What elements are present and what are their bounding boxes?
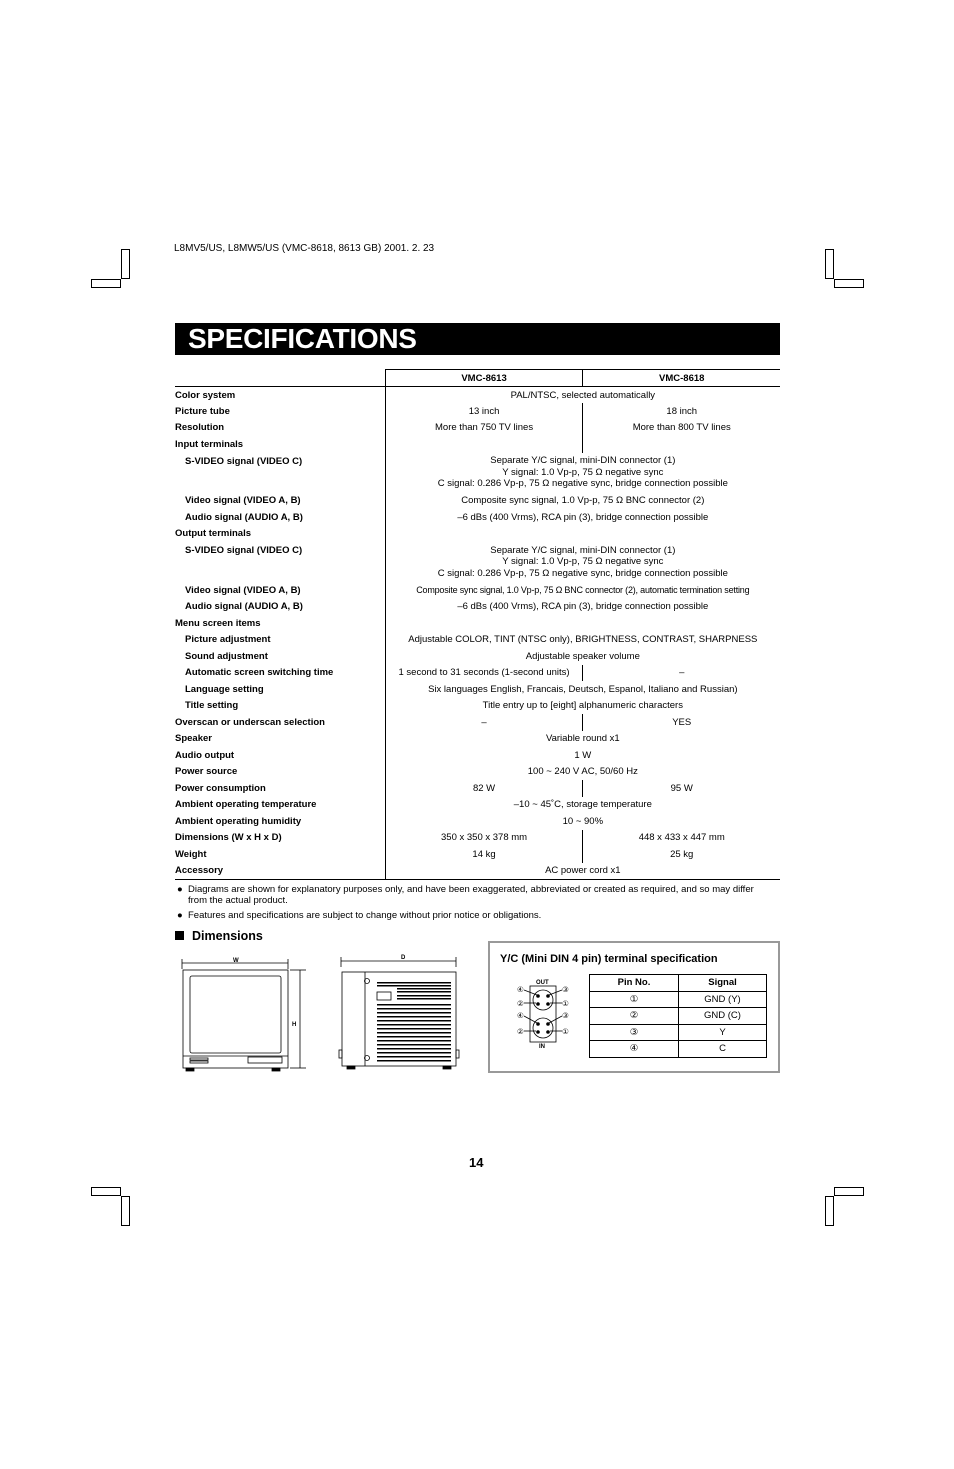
row-label: Accessory [175, 863, 385, 880]
row-value-vmc-8618: – [583, 665, 780, 682]
table-row [175, 830, 780, 847]
pin-callout: ③ [562, 1011, 569, 1020]
pin-callout: ① [562, 999, 569, 1008]
row-label: S-VIDEO signal (VIDEO C) [185, 545, 303, 556]
pin-number: ② [590, 1008, 679, 1025]
row-value: PAL/NTSC, selected automatically [385, 387, 780, 404]
pin-number: ① [590, 991, 679, 1008]
bullet-icon: ● [177, 884, 183, 895]
row-value: Composite sync signal, 1.0 Vp-p, 75 Ω BNC connector (2), automatic termination setting [385, 582, 780, 599]
pin-table-row [590, 1041, 767, 1058]
row-value-vmc-8618: 18 inch [583, 403, 780, 420]
table-header-row [175, 370, 780, 387]
depth-label: D [401, 955, 406, 961]
row-value: 1 W [385, 747, 780, 764]
row-label: Title setting [185, 700, 239, 712]
pin-table-row [590, 991, 767, 1008]
row-label: Input terminals [175, 438, 244, 450]
pin-callout: ② [517, 999, 524, 1008]
row-value-vmc-8613: 82 W [385, 780, 583, 797]
row-value-empty [385, 615, 780, 632]
specifications-table [175, 369, 780, 880]
table-row [175, 714, 780, 731]
page-title-bar [175, 323, 780, 355]
table-row [175, 453, 780, 493]
value-line: Separate Y/C signal, mini-DIN connector (1) [490, 544, 676, 556]
row-value: –6 dBs (400 Vrms), RCA pin (3), bridge connection possible [385, 599, 780, 616]
table-row [175, 813, 780, 830]
pin-table-row [590, 1024, 767, 1041]
row-value: Adjustable speaker volume [385, 648, 780, 665]
connector-panel [530, 986, 556, 1042]
table-row [175, 665, 780, 682]
note-item [175, 910, 775, 921]
header-empty-cell [175, 370, 385, 387]
table-row [175, 420, 780, 437]
row-label: Sound adjustment [185, 650, 268, 662]
row-label: Audio output [175, 749, 235, 761]
row-label: Resolution [175, 422, 225, 434]
table-row [175, 797, 780, 814]
row-value-vmc-8618: 448 x 433 x 447 mm [583, 830, 780, 847]
note-text: Features and specifications are subject to change without prior notice or obligations. [188, 910, 542, 921]
row-value-vmc-8613: 14 kg [385, 846, 583, 863]
value-line: C signal: 0.286 Vp-p, 75 Ω negative sync, bridge connection possible [437, 567, 728, 579]
row-value [385, 542, 780, 582]
pin-signal: C [679, 1041, 767, 1058]
row-label: Audio signal (AUDIO A, B) [185, 601, 303, 613]
row-value-vmc-8613: 350 x 350 x 378 mm [385, 830, 583, 847]
pin-signal-table [589, 974, 767, 1058]
row-value: –10 ~ 45˚C, storage temperature [385, 797, 780, 814]
pin-callout: ② [517, 1027, 524, 1036]
table-row [175, 648, 780, 665]
row-label: Speaker [175, 733, 212, 745]
row-label: Power source [175, 766, 238, 778]
column-header-vmc-8618: VMC-8618 [583, 370, 780, 387]
table-row [175, 599, 780, 616]
row-label: Video signal (VIDEO A, B) [185, 495, 301, 507]
row-label: Picture tube [175, 405, 230, 417]
row-value-empty [385, 526, 780, 543]
row-value: Variable round x1 [385, 731, 780, 748]
row-value: Six languages English, Francais, Deutsch, Espanol, Italiano and Russian) [385, 681, 780, 698]
out-connector [533, 990, 553, 1010]
pin-callout: ④ [517, 1011, 524, 1020]
yc-terminal-spec-title: Y/C (Mini DIN 4 pin) terminal specification [500, 953, 718, 965]
table-row [175, 731, 780, 748]
table-row [175, 698, 780, 715]
signal-header: Signal [679, 975, 767, 992]
table-row [175, 542, 780, 582]
vent-slots [377, 982, 451, 1062]
in-connector [533, 1018, 553, 1038]
row-value-vmc-8618: YES [583, 714, 780, 731]
table-row [175, 764, 780, 781]
table-row [175, 526, 780, 543]
table-row [175, 582, 780, 599]
row-value-empty [385, 436, 583, 453]
row-label: Ambient operating humidity [175, 815, 302, 827]
table-row [175, 780, 780, 797]
table-row [175, 493, 780, 510]
row-value: 100 ~ 240 V AC, 50/60 Hz [385, 764, 780, 781]
pin-signal: GND (Y) [679, 991, 767, 1008]
pin-table-row [590, 1008, 767, 1025]
dimensions-heading-text: Dimensions [192, 929, 263, 943]
monitor-screen [190, 976, 281, 1053]
row-value-vmc-8613: – [385, 714, 583, 731]
pin-number-header: Pin No. [590, 975, 679, 992]
note-text: Diagrams are shown for explanatory purposes only, and have been exaggerated, abbreviated or created as required, and so may differ from the actual product. [188, 884, 754, 906]
row-value: 10 ~ 90% [385, 813, 780, 830]
square-bullet-icon [175, 931, 184, 940]
pin-signal: Y [679, 1024, 767, 1041]
monitor-side-view-diagram [335, 950, 465, 1076]
pin-table-header-row [590, 975, 767, 992]
row-value-vmc-8618: More than 800 TV lines [583, 420, 780, 437]
row-value: Title entry up to [eight] alphanumeric characters [385, 698, 780, 715]
row-value-vmc-8613: 1 second to 31 seconds (1-second units) [385, 665, 583, 682]
pin-callout: ① [562, 1027, 569, 1036]
row-value: Composite sync signal, 1.0 Vp-p, 75 Ω BNC connector (2) [385, 493, 780, 510]
out-label: OUT [536, 980, 549, 986]
row-label: Language setting [185, 683, 264, 695]
pin-callout: ③ [562, 985, 569, 994]
value-line: Y signal: 1.0 Vp-p, 75 Ω negative sync [502, 556, 664, 568]
height-label: H [292, 1022, 297, 1028]
table-row [175, 615, 780, 632]
value-line: Y signal: 1.0 Vp-p, 75 Ω negative sync [502, 466, 664, 478]
row-value: AC power cord x1 [385, 863, 780, 880]
row-label: Color system [175, 389, 236, 401]
row-label: Menu screen items [175, 617, 261, 629]
row-value-vmc-8613: 13 inch [385, 403, 583, 420]
dimensions-heading [175, 929, 263, 943]
row-label: Video signal (VIDEO A, B) [185, 584, 301, 596]
pin-number: ④ [590, 1041, 679, 1058]
row-label: Ambient operating temperature [175, 799, 317, 811]
row-label: Power consumption [175, 782, 266, 794]
table-row [175, 846, 780, 863]
notes-list [175, 884, 775, 925]
row-value: –6 dBs (400 Vrms), RCA pin (3), bridge connection possible [385, 509, 780, 526]
width-label: W [233, 958, 239, 964]
table-row [175, 863, 780, 880]
mini-din-connector-diagram [512, 976, 578, 1050]
table-row [175, 747, 780, 764]
table-row [175, 436, 780, 453]
value-line: Separate Y/C signal, mini-DIN connector (1) [490, 455, 676, 467]
row-value: Adjustable COLOR, TINT (NTSC only), BRIGHTNESS, CONTRAST, SHARPNESS [385, 632, 780, 649]
row-label: Audio signal (AUDIO A, B) [185, 511, 303, 523]
row-label: Automatic screen switching time [185, 667, 334, 679]
row-label: Output terminals [175, 528, 252, 540]
row-value-vmc-8618: 25 kg [583, 846, 780, 863]
page-title: SPECIFICATIONS [188, 323, 417, 354]
value-line: C signal: 0.286 Vp-p, 75 Ω negative sync, bridge connection possible [437, 478, 728, 490]
row-value-vmc-8618: 95 W [583, 780, 780, 797]
page-number: 14 [469, 1155, 484, 1170]
table-row [175, 509, 780, 526]
bullet-icon: ● [177, 910, 183, 921]
column-header-vmc-8613: VMC-8613 [385, 370, 583, 387]
row-value [385, 453, 780, 493]
pin-number: ③ [590, 1024, 679, 1041]
in-label: IN [539, 1044, 545, 1050]
note-item [175, 884, 775, 906]
table-row [175, 632, 780, 649]
row-label: Dimensions (W x H x D) [175, 832, 282, 844]
pin-signal: GND (C) [679, 1008, 767, 1025]
row-label: Picture adjustment [185, 634, 271, 646]
table-row [175, 387, 780, 404]
table-row [175, 403, 780, 420]
row-label: Overscan or underscan selection [175, 716, 325, 728]
row-value-vmc-8613: More than 750 TV lines [385, 420, 583, 437]
pin-callout: ④ [517, 985, 524, 994]
row-label: S-VIDEO signal (VIDEO C) [185, 455, 303, 467]
row-value-empty [583, 436, 780, 453]
document-reference: L8MV5/US, L8MW5/US (VMC-8618, 8613 GB) 2001. 2. 23 [174, 243, 435, 254]
row-label: Weight [175, 848, 207, 860]
monitor-front-view-diagram [176, 952, 311, 1076]
table-row [175, 681, 780, 698]
